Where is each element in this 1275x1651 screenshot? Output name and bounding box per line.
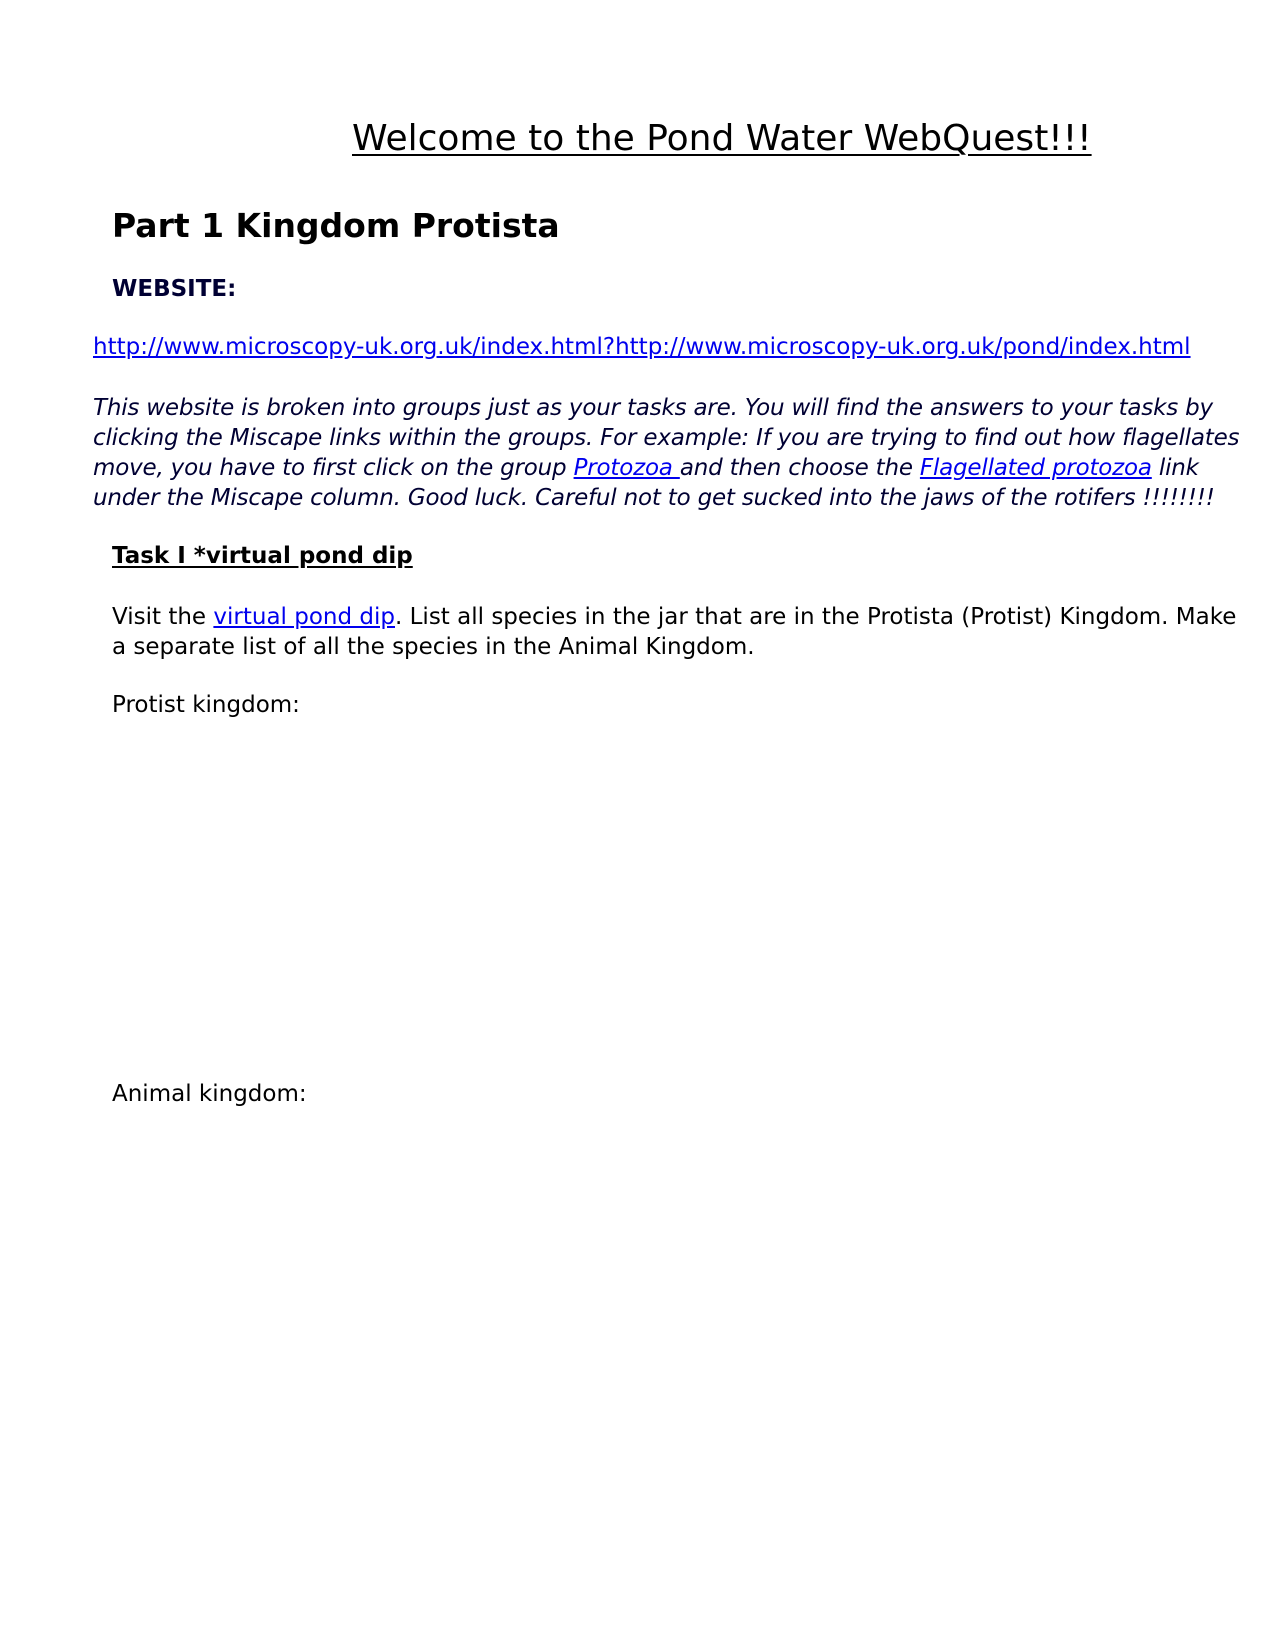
animal-kingdom-label: Animal kingdom: <box>112 1081 307 1107</box>
intro-paragraph <box>93 393 1253 513</box>
intro-text-2: and then choose the <box>679 455 920 481</box>
task-heading: Task I *virtual pond dip <box>112 543 413 569</box>
task-text-before: Visit the <box>112 604 214 630</box>
website-label: WEBSITE: <box>112 276 237 302</box>
intro-text-1: This website is broken into groups just as your tasks are. You will find the answers to your tasks by clicking the Miscape links within the groups. For example: If you are trying to find out how flagellates move, you have to first click on the group <box>93 395 1240 481</box>
task-text-after: . List all species in the jar that are in the Protista (Protist) Kingdom. Make a separate list of all the species in the Animal Kingdom. <box>112 604 1237 660</box>
protozoa-link[interactable]: Protozoa <box>573 455 680 481</box>
part-heading: Part 1 Kingdom Protista <box>112 206 560 245</box>
page-title: Welcome to the Pond Water WebQuest!!! <box>352 118 1092 159</box>
website-url-line <box>93 334 1191 360</box>
flagellated-protozoa-link[interactable]: Flagellated protozoa <box>919 455 1152 481</box>
task-instructions <box>112 602 1242 662</box>
protist-kingdom-label: Protist kingdom: <box>112 692 300 718</box>
website-url-link[interactable]: http://www.microscopy-uk.org.uk/index.html?http://www.microscopy-uk.org.uk/pond/index.html <box>93 334 1191 360</box>
intro-text-3: link under the Miscape column. Good luck. Careful not to get sucked into the jaws of the rotifers !!!!!!!! <box>93 455 1215 511</box>
virtual-pond-dip-link[interactable]: virtual pond dip <box>213 604 395 630</box>
